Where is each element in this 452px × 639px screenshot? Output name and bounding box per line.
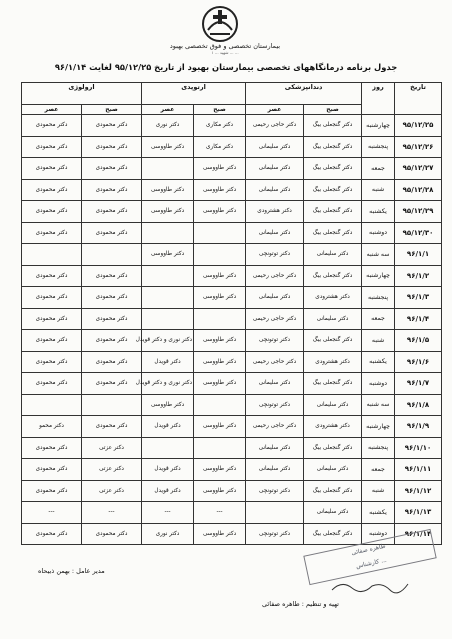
cell-dentistry-morning: دکتر سلیمانی: [304, 459, 362, 481]
cell-date: ۹۶/۱/۴: [395, 308, 442, 330]
cell-urology-morning: دکتر محمودی: [82, 265, 142, 287]
cell-orthopedics-evening: دکتر قویدل: [142, 459, 194, 481]
cell-urology-evening: دکتر محمودی: [22, 222, 82, 244]
cell-dentistry-evening: دکتر هشترودی: [246, 201, 304, 223]
cell-orthopedics-morning: دکتر طاووسی: [194, 459, 246, 481]
cell-orthopedics-evening: دکتر طاووسی: [142, 136, 194, 158]
cell-urology-evening: دکتر محمودی: [22, 115, 82, 137]
cell-urology-morning: دکتر محمودی: [82, 136, 142, 158]
cell-dentistry-morning: دکتر گنجعلی بیگ: [304, 115, 362, 137]
cell-day: یکشنبه: [362, 502, 395, 524]
cell-date: ۹۶/۱/۱: [395, 244, 442, 266]
table-row: [22, 351, 442, 373]
cell-date: ۹۶/۱/۱۲: [395, 480, 442, 502]
header-dentistry: دندانپزشکی: [246, 83, 362, 105]
cell-urology-morning: ---: [82, 502, 142, 524]
cell-orthopedics-morning: [194, 222, 246, 244]
table-row: [22, 459, 442, 481]
cell-dentistry-evening: دکتر توتونچی: [246, 394, 304, 416]
cell-dentistry-morning: دکتر گنجعلی بیگ: [304, 179, 362, 201]
cell-urology-morning: [82, 244, 142, 266]
cell-orthopedics-evening: [142, 265, 194, 287]
cell-date: ۹۵/۱۲/۳۰: [395, 222, 442, 244]
cell-urology-evening: دکتر محمودی: [22, 373, 82, 395]
cell-dentistry-morning: دکتر سلیمانی: [304, 394, 362, 416]
cell-orthopedics-evening: دکتر قویدل: [142, 351, 194, 373]
cell-dentistry-morning: دکتر سلیمانی: [304, 244, 362, 266]
cell-orthopedics-morning: دکتر طاووسی: [194, 351, 246, 373]
cell-urology-morning: دکتر محمودی: [82, 416, 142, 438]
cell-dentistry-morning: دکتر گنجعلی بیگ: [304, 158, 362, 180]
cell-dentistry-morning: دکتر گنجعلی بیگ: [304, 437, 362, 459]
cell-day: یکشنبه: [362, 201, 395, 223]
cell-urology-morning: دکتر محمودی: [82, 115, 142, 137]
cell-date: ۹۶/۱/۱۴: [395, 523, 442, 545]
table-row: [22, 222, 442, 244]
cell-dentistry-evening: دکتر سلیمانی: [246, 222, 304, 244]
cell-urology-evening: ---: [22, 502, 82, 524]
cell-dentistry-evening: دکتر حاجی رحیمی: [246, 308, 304, 330]
cell-dentistry-morning: دکتر گنجعلی بیگ: [304, 136, 362, 158]
cell-orthopedics-evening: دکتر قویدل: [142, 416, 194, 438]
cell-orthopedics-evening: [142, 308, 194, 330]
header-date: تاریخ: [395, 83, 442, 115]
cell-date: ۹۵/۱۲/۲۷: [395, 158, 442, 180]
cell-urology-evening: دکتر محمودی: [22, 330, 82, 352]
cell-urology-morning: دکتر محمودی: [82, 330, 142, 352]
cell-dentistry-evening: دکتر سلیمانی: [246, 287, 304, 309]
cell-dentistry-evening: دکتر توتونچی: [246, 480, 304, 502]
cell-date: ۹۶/۱/۲: [395, 265, 442, 287]
cell-dentistry-evening: دکتر سلیمانی: [246, 158, 304, 180]
cell-orthopedics-morning: [194, 244, 246, 266]
handwritten-signature: [330, 578, 410, 596]
cell-day: سه شنبه: [362, 244, 395, 266]
cell-day: جمعه: [362, 459, 395, 481]
hospital-logo-icon: [200, 4, 240, 44]
cell-urology-evening: دکتر محمودی: [22, 158, 82, 180]
cell-dentistry-morning: دکتر هشترودی: [304, 287, 362, 309]
header-dentistry-evening: عصر: [246, 105, 304, 115]
header-urology-morning: صبح: [82, 105, 142, 115]
cell-orthopedics-evening: دکتر نوری: [142, 115, 194, 137]
table-row: [22, 158, 442, 180]
clinic-schedule-table: [21, 82, 442, 545]
cell-orthopedics-morning: ---: [194, 502, 246, 524]
cell-urology-morning: [82, 394, 142, 416]
cell-orthopedics-evening: [142, 158, 194, 180]
cell-dentistry-evening: دکتر سلیمانی: [246, 179, 304, 201]
cell-dentistry-morning: دکتر گنجعلی بیگ: [304, 330, 362, 352]
cell-dentistry-evening: دکتر سلیمانی: [246, 373, 304, 395]
cell-dentistry-morning: دکتر گنجعلی بیگ: [304, 201, 362, 223]
cell-orthopedics-morning: دکتر طاووسی: [194, 287, 246, 309]
cell-dentistry-morning: دکتر گنجعلی بیگ: [304, 222, 362, 244]
cell-date: ۹۵/۱۲/۲۵: [395, 115, 442, 137]
cell-dentistry-morning: دکتر سلیمانی: [304, 502, 362, 524]
cell-day: چهارشنبه: [362, 265, 395, 287]
cell-orthopedics-evening: ---: [142, 502, 194, 524]
cell-urology-evening: دکتر محمودی: [22, 459, 82, 481]
cell-urology-morning: دکتر عزتی: [82, 459, 142, 481]
cell-urology-morning: دکتر محمودی: [82, 373, 142, 395]
cell-urology-morning: دکتر عزتی: [82, 437, 142, 459]
header-orthopedics: ارتوپدی: [142, 83, 246, 105]
cell-orthopedics-evening: [142, 437, 194, 459]
table-row: [22, 201, 442, 223]
table-row: [22, 373, 442, 395]
cell-urology-morning: دکتر محمودی: [82, 179, 142, 201]
cell-date: ۹۶/۱/۶: [395, 351, 442, 373]
cell-day: چهارشنبه: [362, 416, 395, 438]
cell-orthopedics-morning: دکتر مکاری: [194, 136, 246, 158]
cell-dentistry-evening: دکتر حاجی رحیمی: [246, 416, 304, 438]
cell-urology-evening: [22, 244, 82, 266]
cell-date: ۹۶/۱/۸: [395, 394, 442, 416]
cell-dentistry-evening: دکتر سلیمانی: [246, 136, 304, 158]
cell-day: شنبه: [362, 480, 395, 502]
cell-orthopedics-morning: دکتر طاووسی: [194, 158, 246, 180]
cell-orthopedics-morning: دکتر طاووسی: [194, 201, 246, 223]
cell-urology-morning: دکتر محمودی: [82, 287, 142, 309]
cell-orthopedics-morning: [194, 394, 246, 416]
cell-dentistry-evening: دکتر سلیمانی: [246, 459, 304, 481]
header-urology-evening: عصر: [22, 105, 82, 115]
cell-urology-morning: دکتر محمودی: [82, 523, 142, 545]
cell-urology-evening: [22, 394, 82, 416]
cell-dentistry-evening: دکتر حاجی رحیمی: [246, 351, 304, 373]
cell-orthopedics-evening: دکتر نوری و دکتر قویدل: [142, 330, 194, 352]
table-row: [22, 115, 442, 137]
cell-day: سه شنبه: [362, 394, 395, 416]
cell-dentistry-evening: دکتر حاجی رحیمی: [246, 115, 304, 137]
cell-day: دوشنبه: [362, 373, 395, 395]
cell-urology-evening: دکتر محمودی: [22, 308, 82, 330]
cell-urology-morning: دکتر محمودی: [82, 222, 142, 244]
cell-day: پنجشنبه: [362, 437, 395, 459]
cell-urology-evening: دکتر محمودی: [22, 437, 82, 459]
cell-orthopedics-morning: دکتر طاووسی: [194, 179, 246, 201]
cell-orthopedics-morning: دکتر طاووسی: [194, 265, 246, 287]
cell-date: ۹۶/۱/۱۰: [395, 437, 442, 459]
cell-date: ۹۵/۱۲/۲۹: [395, 201, 442, 223]
cell-orthopedics-evening: دکتر طاووسی: [142, 244, 194, 266]
cell-dentistry-morning: دکتر گنجعلی بیگ: [304, 373, 362, 395]
cell-day: جمعه: [362, 308, 395, 330]
cell-urology-morning: دکتر محمودی: [82, 158, 142, 180]
cell-orthopedics-evening: [142, 222, 194, 244]
cell-urology-morning: دکتر محمودی: [82, 201, 142, 223]
cell-day: دوشنبه: [362, 523, 395, 545]
cell-orthopedics-morning: دکتر طاووسی: [194, 330, 246, 352]
cell-orthopedics-evening: دکتر طاووسی: [142, 201, 194, 223]
cell-orthopedics-evening: دکتر قویدل: [142, 480, 194, 502]
cell-dentistry-morning: دکتر گنجعلی بیگ: [304, 523, 362, 545]
cell-urology-evening: دکتر محمودی: [22, 265, 82, 287]
cell-urology-evening: دکتر محمو: [22, 416, 82, 438]
cell-urology-evening: دکتر محمودی: [22, 179, 82, 201]
page-title: جدول برنامه درمانگاههای تخصصی بیمارستان بهبود از تاریخ ۹۵/۱۲/۲۵ لغایت ۹۶/۱/۱۴: [54, 62, 398, 72]
table-row: [22, 480, 442, 502]
cell-urology-evening: دکتر محمودی: [22, 351, 82, 373]
cell-dentistry-evening: دکتر سلیمانی: [246, 437, 304, 459]
table-row: [22, 287, 442, 309]
cell-dentistry-evening: [246, 502, 304, 524]
cell-orthopedics-evening: دکتر نوری: [142, 523, 194, 545]
cell-dentistry-evening: دکتر توتونچی: [246, 523, 304, 545]
stamp-line-2: کارشناس ...: [355, 556, 388, 571]
table-row: [22, 416, 442, 438]
hospital-subtitle: شهید ... ۱ ... ...: [211, 50, 239, 55]
prepared-by: تهیه و تنظیم : طاهره صفائی: [262, 600, 339, 608]
cell-date: ۹۶/۱/۳: [395, 287, 442, 309]
cell-orthopedics-morning: دکتر طاووسی: [194, 373, 246, 395]
header-orthopedics-morning: صبح: [194, 105, 246, 115]
cell-date: ۹۶/۱/۱۱: [395, 459, 442, 481]
cell-urology-evening: دکتر محمودی: [22, 287, 82, 309]
cell-orthopedics-morning: دکتر مکاری: [194, 115, 246, 137]
cell-urology-morning: دکتر محمودی: [82, 308, 142, 330]
approved-by: مدیر عامل : بهمن ذبیحاه: [38, 567, 105, 575]
cell-dentistry-morning: دکتر هشترودی: [304, 351, 362, 373]
table-row: [22, 179, 442, 201]
stamp-line-1: طاهره صفائی: [350, 542, 387, 557]
cell-day: چهارشنبه: [362, 115, 395, 137]
cell-day: یکشنبه: [362, 351, 395, 373]
table-row: [22, 308, 442, 330]
table-row: [22, 265, 442, 287]
cell-day: شنبه: [362, 179, 395, 201]
table-row: [22, 330, 442, 352]
cell-dentistry-morning: دکتر هشترودی: [304, 416, 362, 438]
cell-orthopedics-morning: دکتر طاووسی: [194, 523, 246, 545]
cell-orthopedics-morning: دکتر طاووسی: [194, 480, 246, 502]
cell-orthopedics-evening: دکتر طاووسی: [142, 394, 194, 416]
cell-urology-evening: دکتر محمودی: [22, 523, 82, 545]
cell-orthopedics-morning: [194, 308, 246, 330]
cell-day: پنجشنبه: [362, 287, 395, 309]
cell-dentistry-evening: دکتر توتونچی: [246, 244, 304, 266]
cell-date: ۹۵/۱۲/۲۶: [395, 136, 442, 158]
table-row: [22, 394, 442, 416]
table-row: [22, 244, 442, 266]
cell-day: شنبه: [362, 330, 395, 352]
cell-day: پنجشنبه: [362, 136, 395, 158]
cell-date: ۹۵/۱۲/۲۸: [395, 179, 442, 201]
cell-date: ۹۶/۱/۹: [395, 416, 442, 438]
cell-date: ۹۶/۱/۱۳: [395, 502, 442, 524]
header-dentistry-morning: صبح: [304, 105, 362, 115]
cell-urology-evening: دکتر محمودی: [22, 201, 82, 223]
cell-dentistry-morning: دکتر سلیمانی: [304, 308, 362, 330]
table-row: [22, 437, 442, 459]
table-row: [22, 136, 442, 158]
header-day: روز: [362, 83, 395, 115]
cell-orthopedics-evening: دکتر نوری و دکتر قویدل: [142, 373, 194, 395]
cell-orthopedics-morning: دکتر طاووسی: [194, 416, 246, 438]
cell-dentistry-morning: دکتر گنجعلی بیگ: [304, 480, 362, 502]
cell-urology-morning: دکتر محمودی: [82, 351, 142, 373]
cell-dentistry-morning: دکتر گنجعلی بیگ: [304, 265, 362, 287]
cell-day: دوشنبه: [362, 222, 395, 244]
table-row: [22, 502, 442, 524]
hospital-name: بیمارستان تخصصی و فوق تخصصی بهبود: [169, 42, 281, 50]
cell-urology-evening: دکتر محمودی: [22, 480, 82, 502]
header-orthopedics-evening: عصر: [142, 105, 194, 115]
cell-date: ۹۶/۱/۵: [395, 330, 442, 352]
cell-orthopedics-evening: [142, 287, 194, 309]
cell-orthopedics-morning: [194, 437, 246, 459]
cell-date: ۹۶/۱/۷: [395, 373, 442, 395]
cell-orthopedics-evening: دکتر طاووسی: [142, 179, 194, 201]
cell-dentistry-evening: دکتر حاجی رحیمی: [246, 265, 304, 287]
cell-urology-morning: دکتر عزتی: [82, 480, 142, 502]
cell-dentistry-evening: دکتر توتونچی: [246, 330, 304, 352]
cell-day: جمعه: [362, 158, 395, 180]
header-urology: ارولوژی: [22, 83, 142, 105]
cell-urology-evening: دکتر محمودی: [22, 136, 82, 158]
